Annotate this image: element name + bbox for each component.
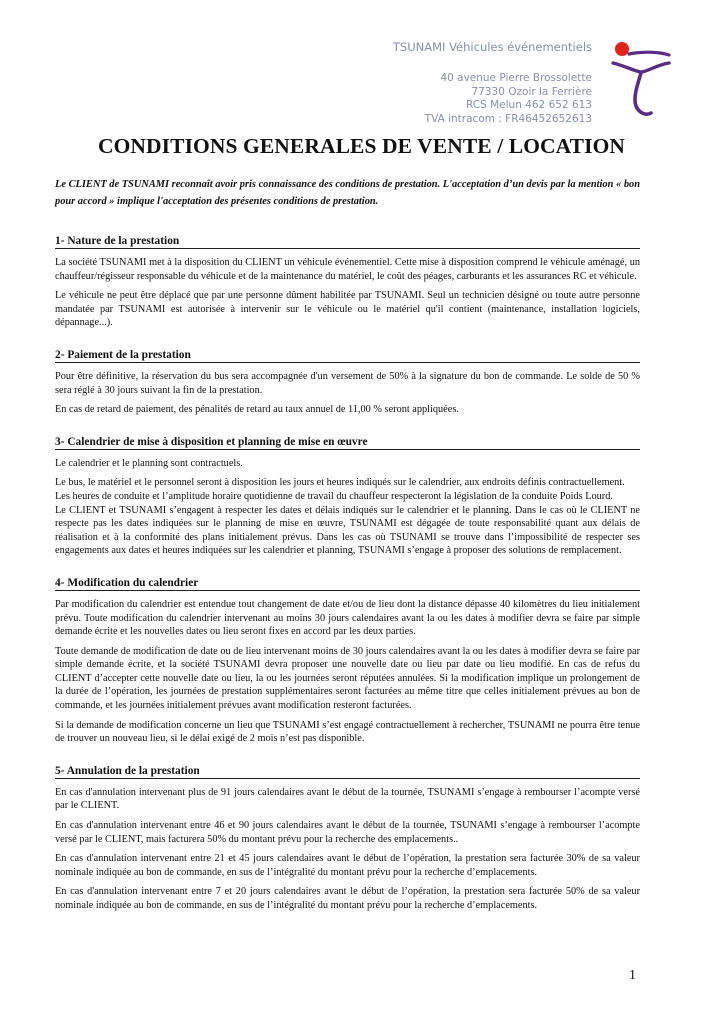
company-header: [393, 40, 592, 126]
paragraph: En cas d'annulation intervenant entre 21 et 45 jours calendaires avant le début de l’opération, la prestation sera facturée 30% de sa valeur nominale indiquée au bon de commande, en sus de l’intégralité du montant prévu pour la recherche d’emplacements.: [55, 853, 640, 878]
conditions-body: [55, 235, 640, 932]
logo-top-arc: [629, 52, 669, 55]
company-address: [393, 72, 592, 126]
paragraph: Si la demande de modification concerne un lieu que TSUNAMI s’est engagé contractuellement à rechercher, TSUNAMI ne pourra être tenue de trouver un nouveau lieu, si le délai exigé de 2 mois n’est pas disponible.: [55, 719, 640, 745]
company-name: TSUNAMI Véhicules événementiels: [392, 40, 592, 54]
paragraph: En cas d'annulation intervenant entre 7 et 20 jours calendaires avant le début de l’opération, la prestation sera facturée 50% de sa valeur nominale indiquée au bon de commande, en sus de l’intégralité du montant prévu pour la recherche d’emplacements.: [55, 886, 640, 911]
section-annulation: [55, 765, 640, 913]
logo-stem: [635, 73, 651, 114]
paragraph: Les heures de conduite et l’amplitude horaire quotidienne de travail du chauffeur respecteront la législation de la conduite Poids Lourd.: [55, 490, 613, 502]
paragraph: Par modification du calendrier est entendue tout changement de date et/ou de lieu dont la distance dépasse 40 kilomètres du lieu initialement prévu. Toute modification du calendrier intervenant au moins 30 jours calendaires avant la ou les dates à modifier devra se faire par simple demande écrite et les nouvelles dates ou lieu seront fixes en accord par les deux parties.: [55, 598, 640, 638]
section-heading: 2- Paiement de la prestation: [55, 349, 640, 363]
intro-paragraph: Le CLIENT de TSUNAMI reconnaît avoir pris connaissance des conditions de prestation. L'acceptation d’un devis par la mention « bon pour accord » implique l'acceptation des présentes conditions de prestation.: [55, 179, 640, 207]
paragraph: Toute demande de modification de date ou de lieu intervenant moins de 30 jours calendaires avant la ou les dates à modifier devra se faire par simple demande écrite, et la société TSUNAMI devra proposer une nouvelle date ou lieu par date ou lieu modifié. En cas de refus du CLIENT d’accepter cette nouvelle date ou lieu, la ou les journées seront réputées annulées. Si la modification implique un prolongement de la durée de l’opération, les journées de prestation supplémentaires seront facturées au même titre que celles initialement prévues au bon de commande, et les journées initialement prévues avant modification resteront facturées.: [55, 645, 640, 712]
paragraph: Le CLIENT et TSUNAMI s’engagent à respecter les dates et délais indiqués sur le calendrier et le planning. Dans le cas où le CLIENT ne respecte pas les dates indiquées sur le planning de mise en œuvre, TSUNAMI est dégagée de toute responsabilité quant aux délais de réalisation et à la conformité des plans initialement prévus. Dans les cas où TSUNAMI se trouve dans l’impossibilité de respecter ses engagements aux dates et heures indiquées sur les calendrier et planning, TSUNAMI s’engage à proposer des solutions de remplacement.: [55, 504, 640, 557]
logo-red-dot: [615, 42, 629, 56]
address-line: RCS Melun 462 652 613: [466, 99, 592, 111]
section-paiement: [55, 349, 640, 417]
paragraph: Pour être définitive, la réservation du bus sera accompagnée d'un versement de 50% à la signature du bon de commande. Le solde de 50 % sera réglé à 30 jours suivant la fin de la prestation.: [55, 370, 640, 396]
paragraph: En cas d'annulation intervenant entre 46 et 90 jours calendaires avant le début de la tournée, TSUNAMI s’engage à rembourser l’acompte versé par le CLIENT, mais facturera 50% du montant prévu pour la recherche des emplacements..: [55, 820, 640, 845]
paragraph: Le véhicule ne peut être déplacé que par une personne dûment habilitée par TSUNAMI. Seul un technicien désigné ou toute autre personne mandatée par TSUNAMI est autorisée à intervenir sur le véhicule ou le matériel qu'il contient (maintenance, installation logiciels, dépannage...).: [55, 290, 640, 329]
section-modification: [55, 577, 640, 746]
section-nature: [55, 235, 640, 330]
section-heading: 4- Modification du calendrier: [55, 577, 640, 591]
page-title: CONDITIONS GENERALES DE VENTE / LOCATION: [97, 134, 626, 158]
logo-wave: [613, 63, 669, 72]
address-line: TVA intracom : FR46452652613: [424, 112, 592, 125]
paragraph: Le calendrier et le planning sont contractuels.: [55, 457, 243, 469]
address-line: 77330 Ozoir la Ferrière: [471, 85, 592, 98]
address-line: 40 avenue Pierre Brossolette: [440, 72, 592, 84]
section-calendrier: [55, 436, 640, 558]
paragraph: En cas d'annulation intervenant plus de 91 jours calendaires avant le début de la tournée, TSUNAMI s’engage à rembourser l’acompte versé par le CLIENT.: [55, 786, 640, 812]
paragraph: Le bus, le matériel et le personnel seront à disposition les jours et heures indiqués sur le calendrier, aux endroits définis contractuellement.: [55, 477, 625, 489]
section-heading: 1- Nature de la prestation: [55, 235, 640, 249]
section-heading: 3- Calendrier de mise à disposition et planning de mise en œuvre: [55, 436, 640, 450]
paragraph: En cas de retard de paiement, des pénalités de retard au taux annuel de 11,00 % seront appliquées.: [55, 404, 459, 416]
tsunami-logo: [611, 38, 673, 120]
paragraph: La société TSUNAMI met à la disposition du CLIENT un véhicule événementiel. Cette mise à disposition comprend le véhicule aménagé, un chauffeur/régisseur responsable du véhicule et de la maintenance du matériel, le coût des péages, carburants et les assurances RC et véhicule.: [55, 257, 640, 282]
page-number: 1: [629, 968, 636, 983]
section-heading: 5- Annulation de la prestation: [55, 765, 640, 779]
